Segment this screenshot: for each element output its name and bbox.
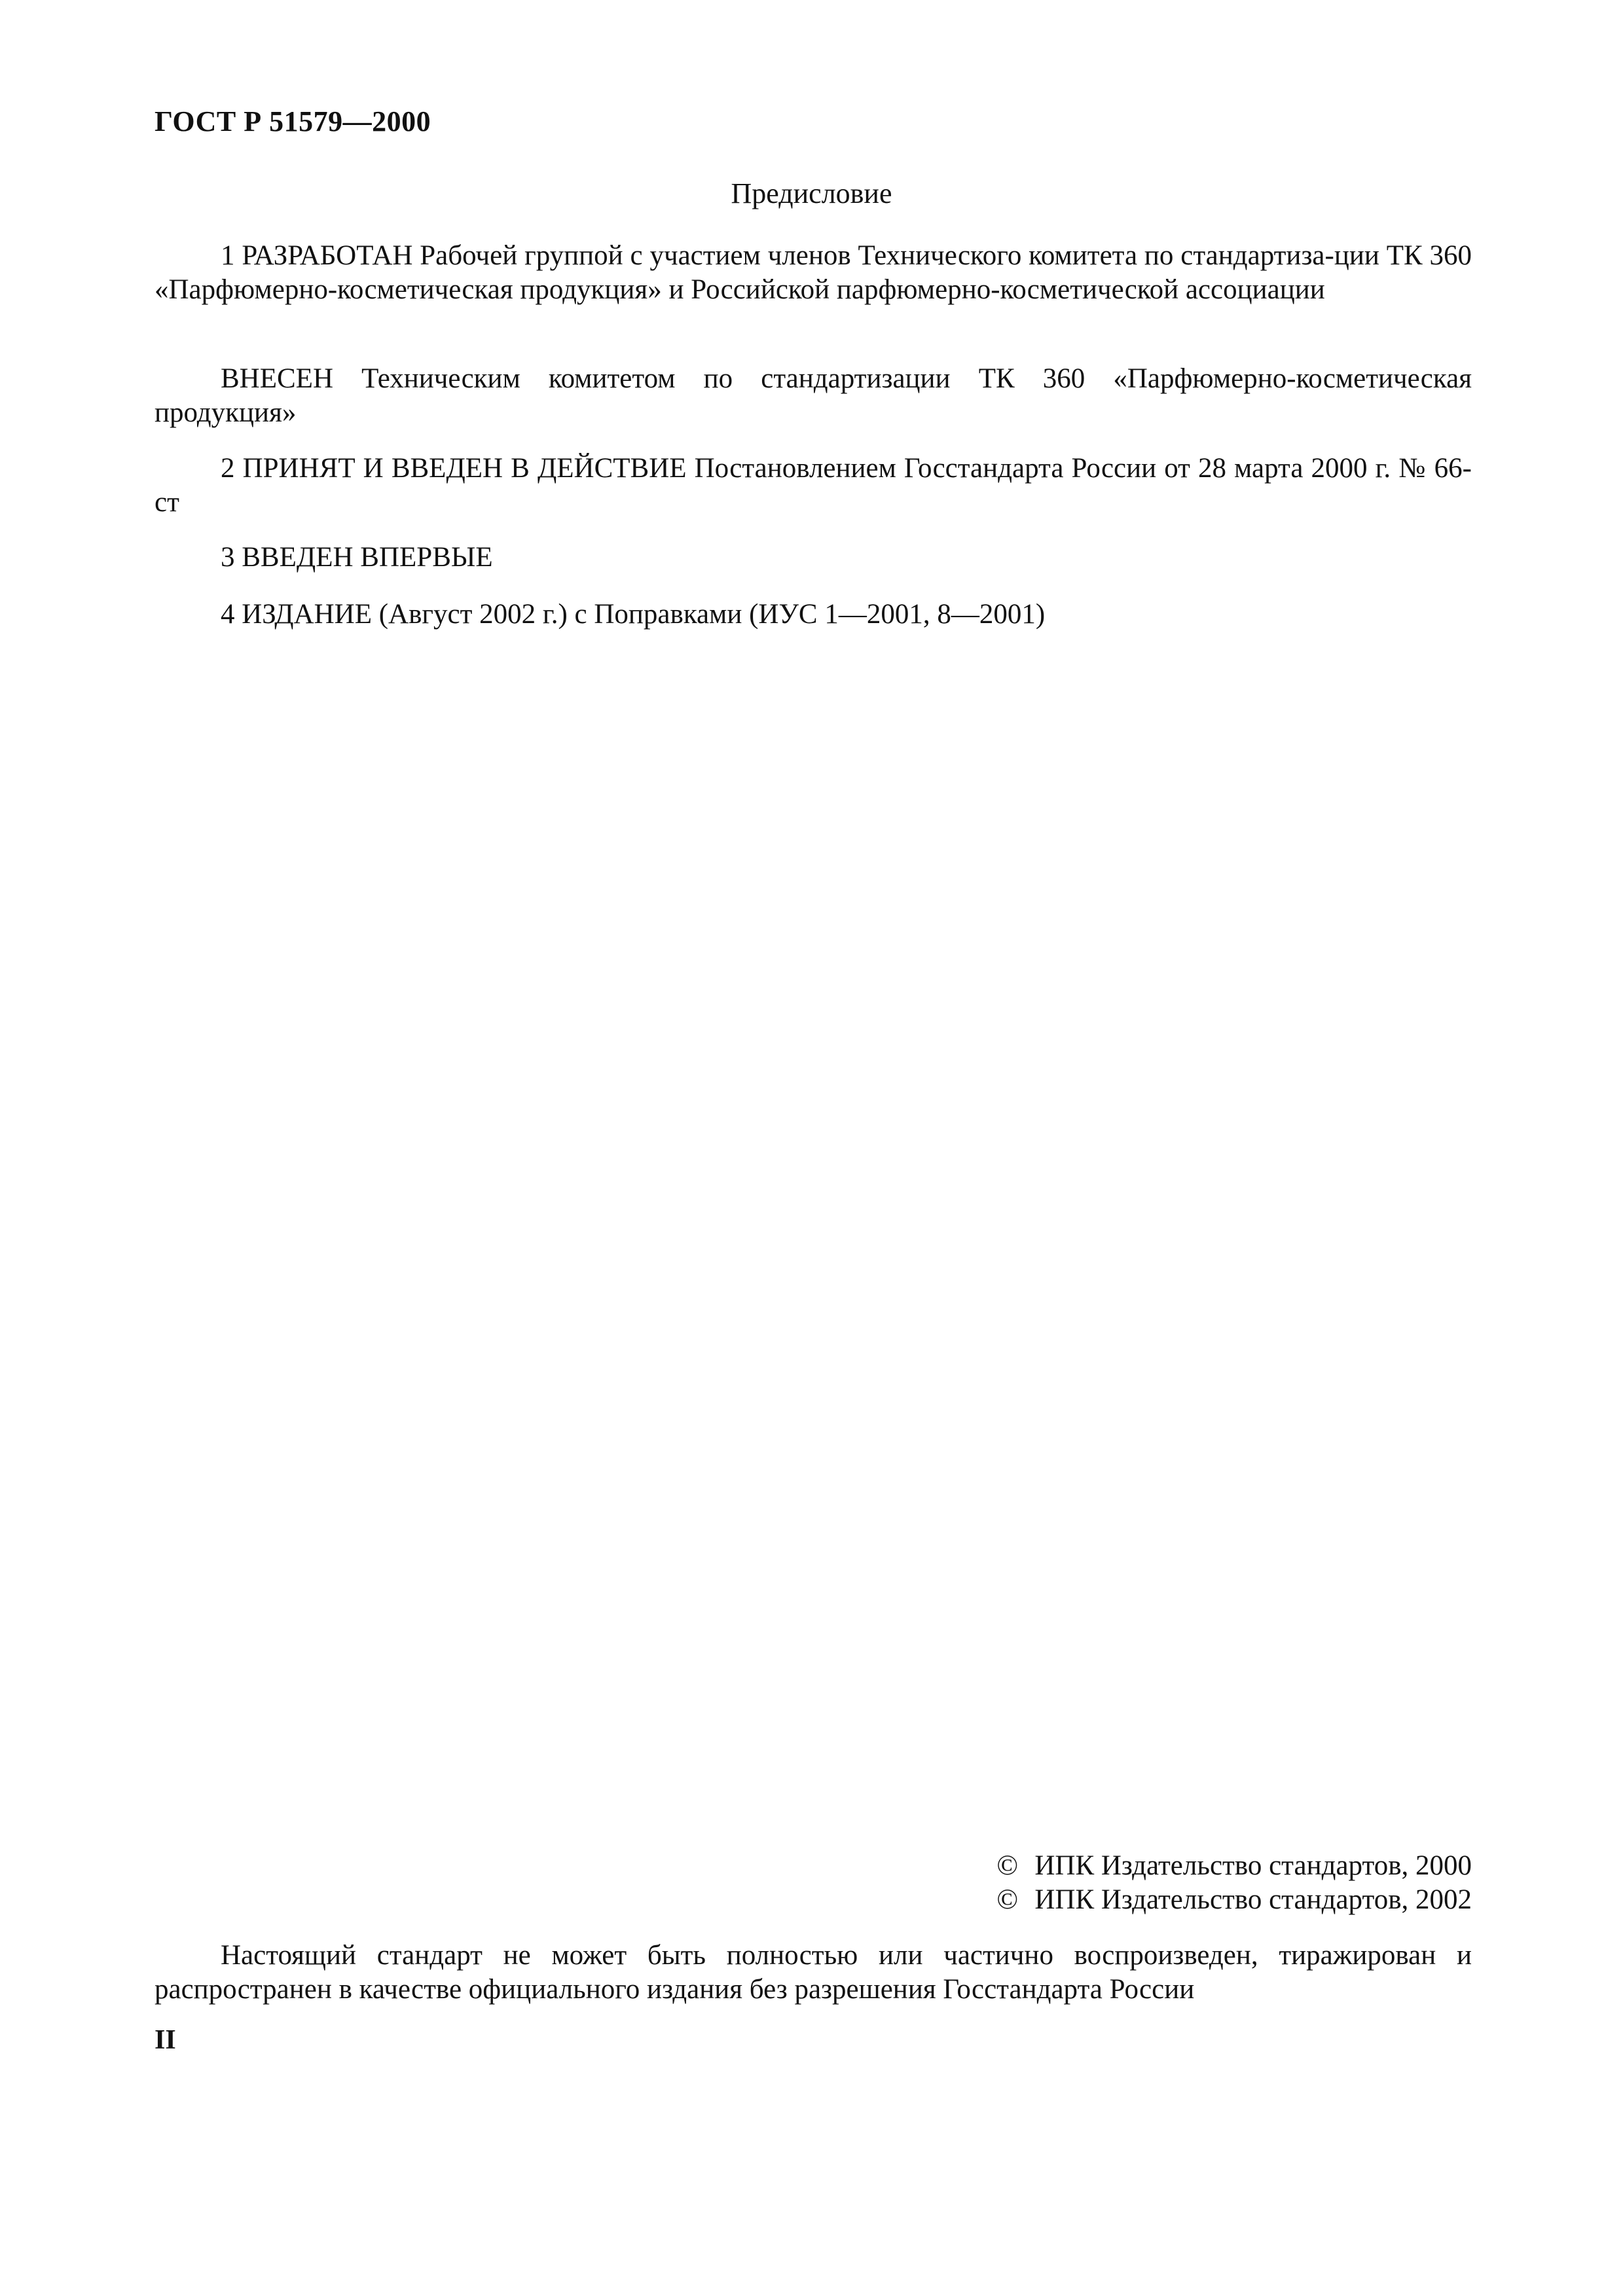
- paragraph-first-introduced: 3 ВВЕДЕН ВПЕРВЫЕ: [221, 542, 493, 573]
- paragraph-adopted: 2 ПРИНЯТ И ВВЕДЕН В ДЕЙСТВИЕ Постановлением Госстандарта России от 28 марта 2000 г. № 66-ст: [155, 453, 1472, 518]
- copyright-text: ИПК Издательство стандартов, 2002: [1034, 1884, 1472, 1915]
- copyright-block: [996, 1849, 1472, 1917]
- reproduction-notice: Настоящий стандарт не может быть полностью или частично воспроизведен, тиражирован и распространен в качестве официального издания без разрешения Госстандарта России: [155, 1940, 1472, 2005]
- copyright-line: [996, 1883, 1472, 1917]
- page-number: II: [155, 2025, 176, 2055]
- copyright-line: [996, 1849, 1472, 1883]
- paragraph-edition: 4 ИЗДАНИЕ (Август 2002 г.) с Поправками (ИУС 1—2001, 8—2001): [221, 599, 1046, 630]
- section-title: Предисловие: [731, 177, 892, 209]
- copyright-icon: ©: [996, 1884, 1019, 1915]
- document-code: ГОСТ Р 51579—2000: [155, 105, 431, 137]
- paragraph-submitted: ВНЕСЕН Техническим комитетом по стандартизации ТК 360 «Парфюмерно-косметическая продукция»: [155, 363, 1472, 428]
- copyright-text: ИПК Издательство стандартов, 2000: [1034, 1850, 1472, 1881]
- copyright-icon: ©: [996, 1850, 1019, 1881]
- paragraph-developed: 1 РАЗРАБОТАН Рабочей группой с участием членов Технического комитета по стандартиза-ции ТК 360 «Парфюмерно-косметическая продукция» и Российской парфюмерно-косметической ассоциации: [155, 240, 1472, 305]
